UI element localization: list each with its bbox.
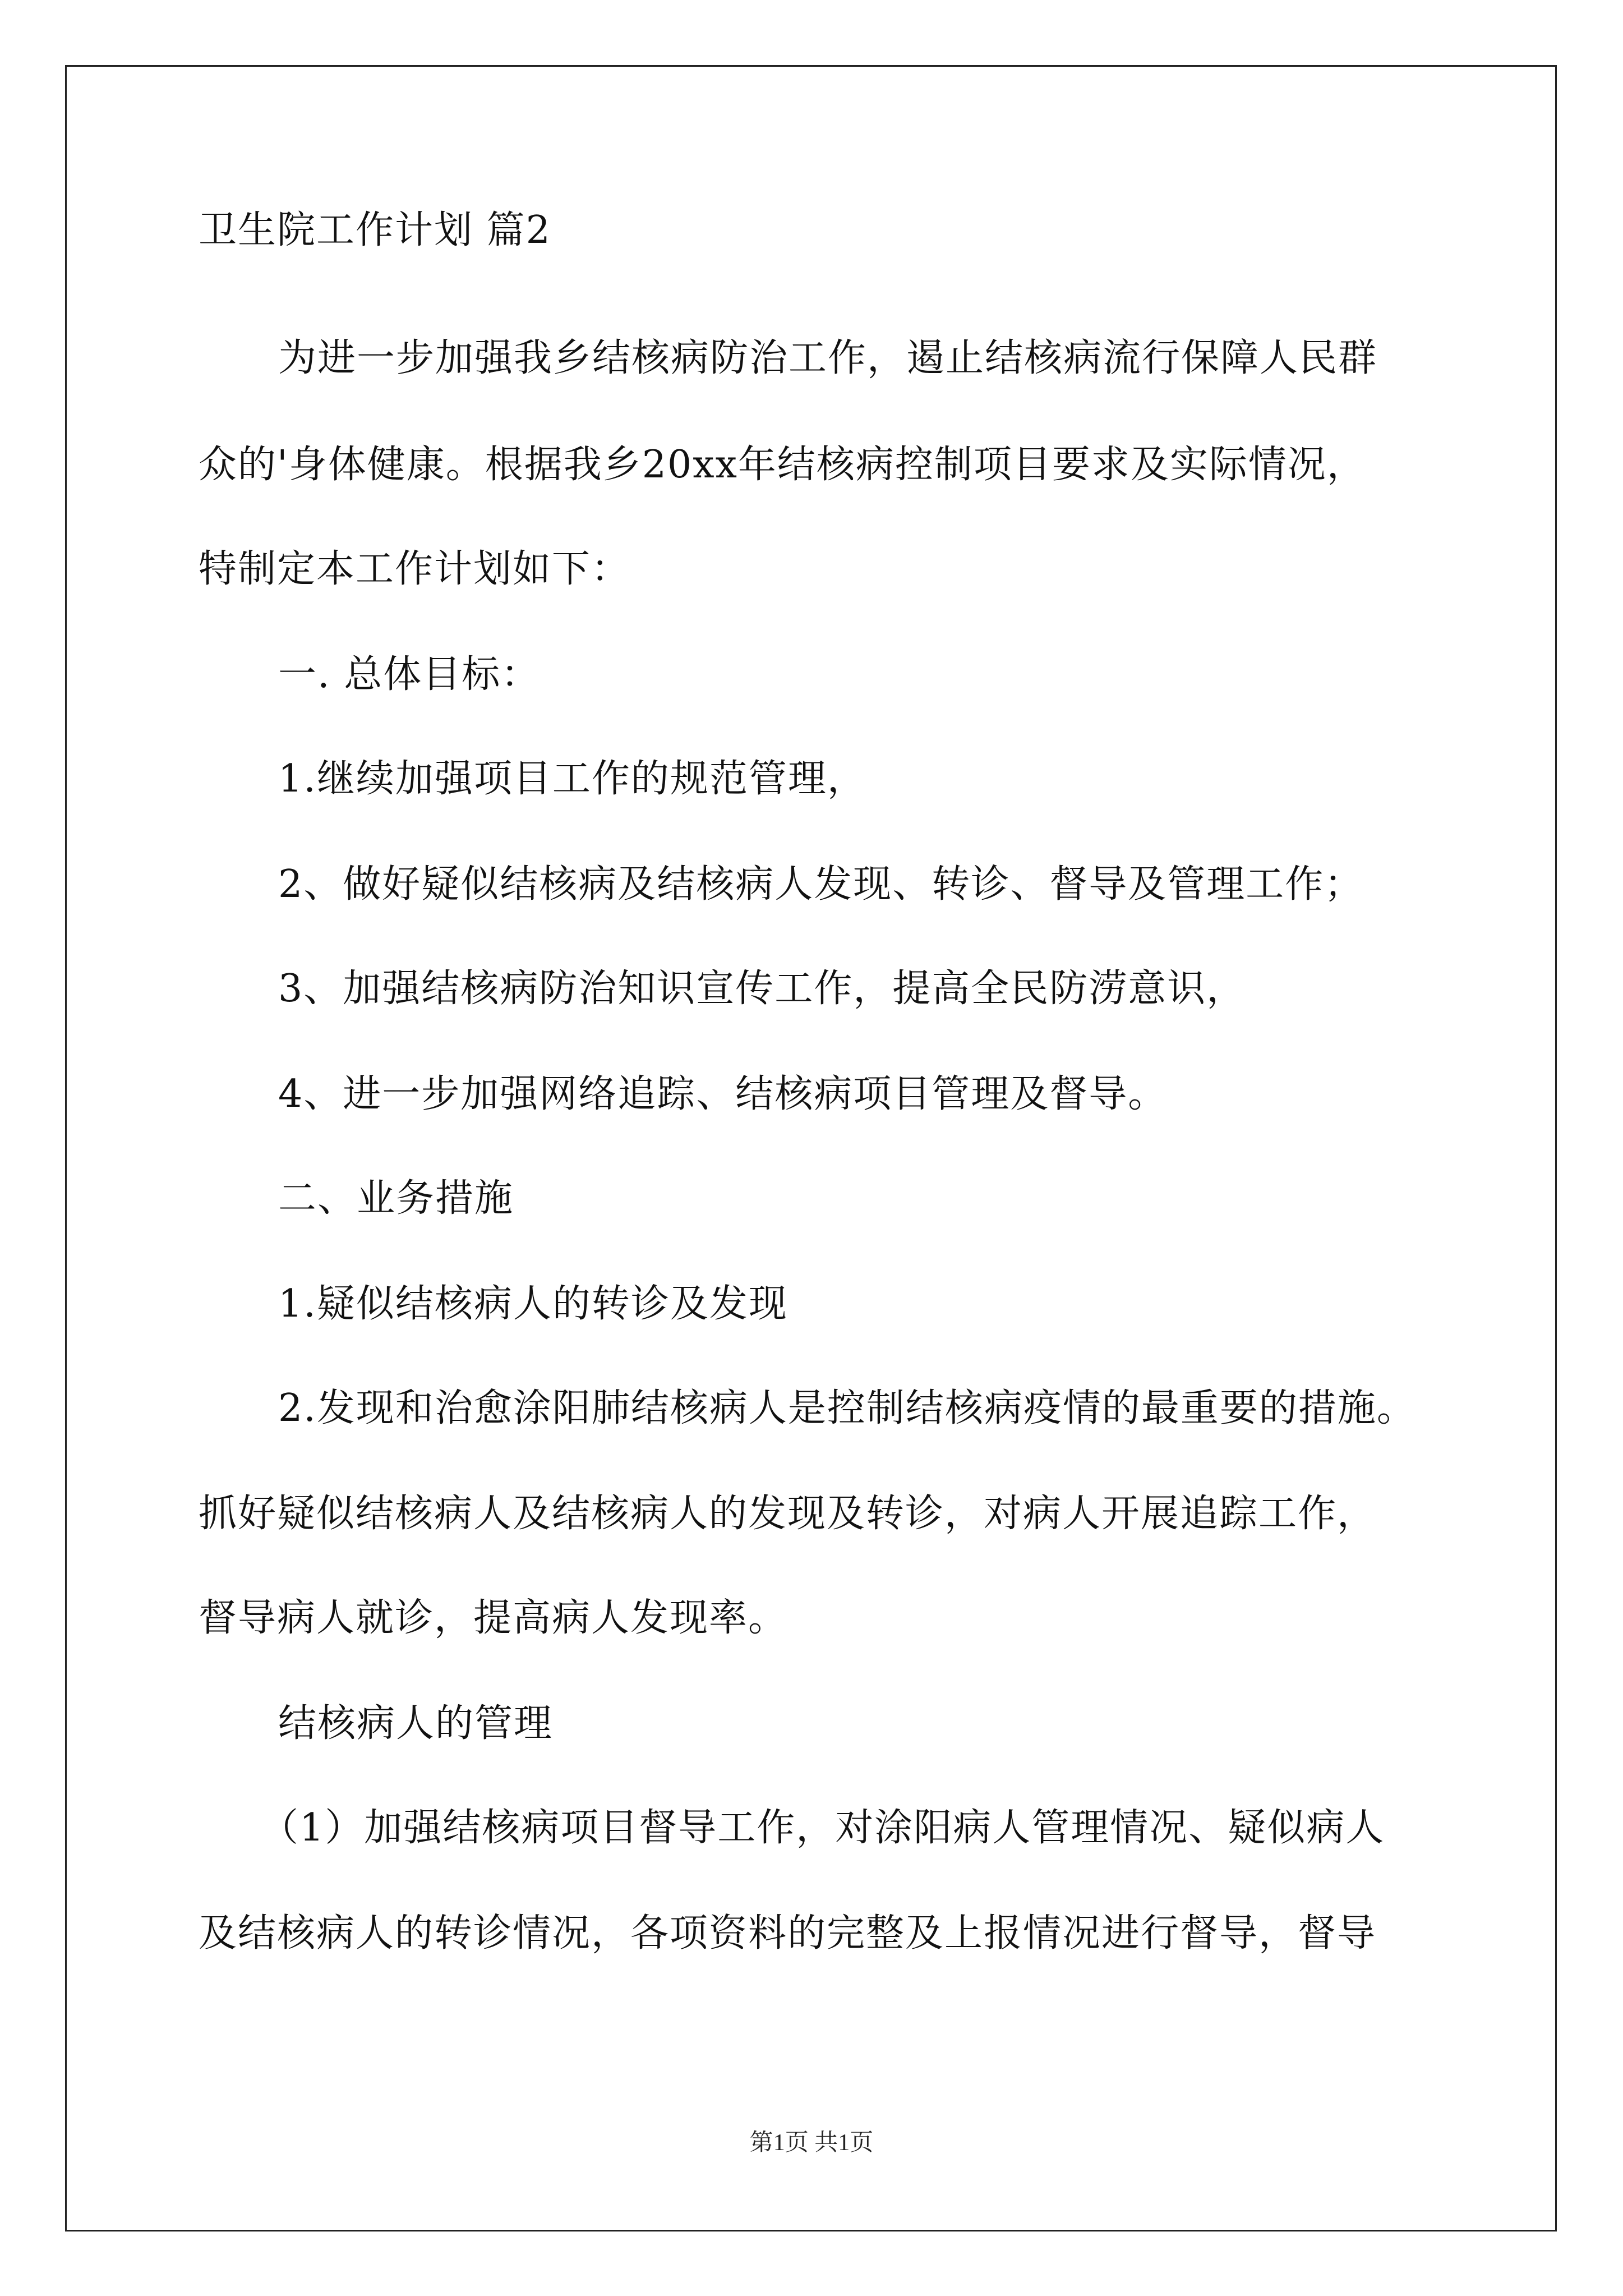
paragraph-line: 抓好疑似结核病人及结核病人的发现及转诊，对病人开展追踪工作， <box>199 1492 1377 1536</box>
paragraph-line: 督导病人就诊，提高病人发现率。 <box>199 1596 788 1640</box>
paragraph-line: （1）加强结核病项目督导工作，对涂阳病人管理情况、疑似病人 <box>260 1806 1385 1850</box>
page-footer: 第1页 共1页 <box>749 2130 874 2156</box>
paragraph-line: 及结核病人的转诊情况，各项资料的完整及上报情况进行督导，督导 <box>199 1911 1377 1955</box>
page-border <box>65 65 1557 2231</box>
document-title: 卫生院工作计划 篇2 <box>199 208 551 252</box>
paragraph-line: 2.发现和治愈涂阳肺结核病人是控制结核病疫情的最重要的措施。 <box>278 1386 1416 1430</box>
list-item: 1.继续加强项目工作的规范管理， <box>278 757 866 801</box>
paragraph-line: 特制定本工作计划如下： <box>199 547 631 591</box>
paragraph-line: 为进一步加强我乡结核病防治工作，遏止结核病流行保障人民群 <box>278 336 1378 380</box>
list-item: 2、做好疑似结核病及结核病人发现、转诊、督导及管理工作； <box>278 862 1364 907</box>
list-item: 4、进一步加强网络追踪、结核病项目管理及督导。 <box>278 1072 1168 1116</box>
section-heading: 一. 总体目标： <box>278 652 541 697</box>
subsection-heading: 结核病人的管理 <box>278 1701 554 1746</box>
section-heading: 二、业务措施 <box>278 1176 514 1221</box>
paragraph-line: 众的'身体健康。根据我乡20xx年结核病控制项目要求及实际情况， <box>199 443 1366 487</box>
list-item: 1.疑似结核病人的转诊及发现 <box>278 1282 788 1326</box>
list-item: 3、加强结核病防治知识宣传工作，提高全民防涝意识， <box>278 967 1246 1011</box>
